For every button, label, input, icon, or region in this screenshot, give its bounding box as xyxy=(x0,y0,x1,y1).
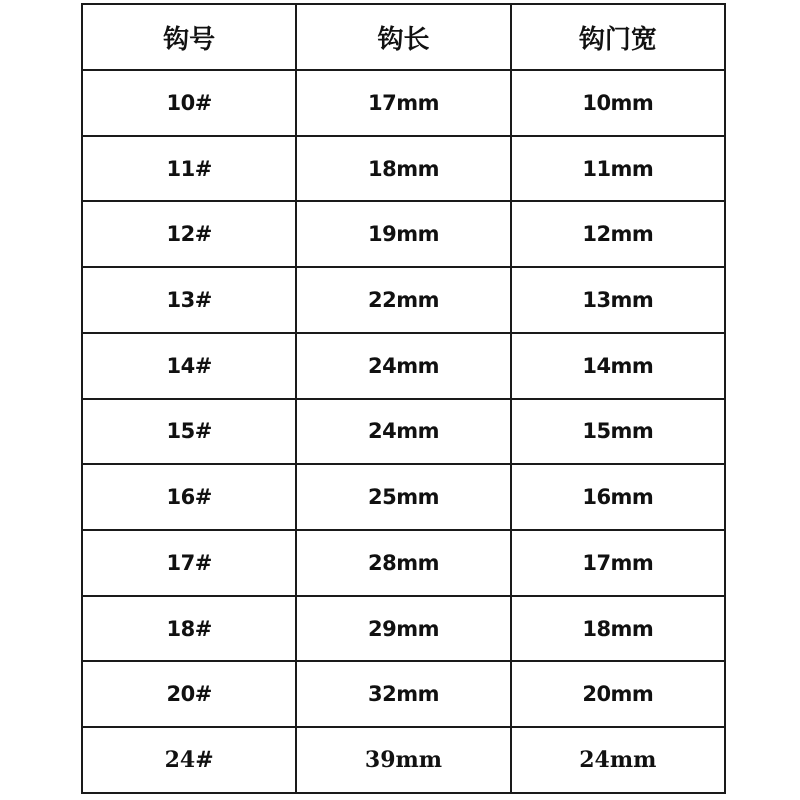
cell-hook-number: 11# xyxy=(82,136,296,202)
cell-gap-width: 14mm xyxy=(511,333,725,399)
table-row xyxy=(82,267,725,333)
cell-gap-width: 15mm xyxy=(511,399,725,465)
cell-hook-number: 10# xyxy=(82,70,296,136)
cell-gap-width: 24mm xyxy=(511,727,725,793)
table-row xyxy=(82,596,725,662)
cell-gap-width: 18mm xyxy=(511,596,725,662)
header-hook-number: 钩号 xyxy=(82,4,296,70)
table-row xyxy=(82,333,725,399)
table-row xyxy=(82,70,725,136)
cell-hook-length: 24mm xyxy=(296,399,510,465)
cell-hook-number: 24# xyxy=(82,727,296,793)
cell-hook-length: 39mm xyxy=(296,727,510,793)
cell-hook-length: 28mm xyxy=(296,530,510,596)
cell-hook-number: 20# xyxy=(82,661,296,727)
table-row xyxy=(82,136,725,202)
cell-hook-number: 16# xyxy=(82,464,296,530)
cell-hook-number: 14# xyxy=(82,333,296,399)
cell-gap-width: 10mm xyxy=(511,70,725,136)
cell-hook-length: 18mm xyxy=(296,136,510,202)
cell-hook-number: 13# xyxy=(82,267,296,333)
cell-hook-number: 15# xyxy=(82,399,296,465)
cell-hook-number: 17# xyxy=(82,530,296,596)
cell-hook-length: 32mm xyxy=(296,661,510,727)
table-row xyxy=(82,727,725,793)
header-row xyxy=(82,4,725,70)
cell-hook-length: 25mm xyxy=(296,464,510,530)
cell-gap-width: 11mm xyxy=(511,136,725,202)
cell-hook-length: 24mm xyxy=(296,333,510,399)
table-row xyxy=(82,464,725,530)
table-body xyxy=(82,70,725,793)
cell-hook-number: 12# xyxy=(82,201,296,267)
cell-hook-length: 17mm xyxy=(296,70,510,136)
table-row xyxy=(82,530,725,596)
table-row xyxy=(82,399,725,465)
header-gap-width: 钩门宽 xyxy=(511,4,725,70)
hook-size-table xyxy=(81,3,726,794)
cell-hook-length: 19mm xyxy=(296,201,510,267)
cell-gap-width: 16mm xyxy=(511,464,725,530)
table-row xyxy=(82,201,725,267)
cell-hook-length: 29mm xyxy=(296,596,510,662)
hook-size-sheet xyxy=(81,3,726,794)
cell-hook-length: 22mm xyxy=(296,267,510,333)
cell-hook-number: 18# xyxy=(82,596,296,662)
cell-gap-width: 17mm xyxy=(511,530,725,596)
table-header xyxy=(82,4,725,70)
cell-gap-width: 13mm xyxy=(511,267,725,333)
header-hook-length: 钩长 xyxy=(296,4,510,70)
cell-gap-width: 20mm xyxy=(511,661,725,727)
table-row xyxy=(82,661,725,727)
cell-gap-width: 12mm xyxy=(511,201,725,267)
